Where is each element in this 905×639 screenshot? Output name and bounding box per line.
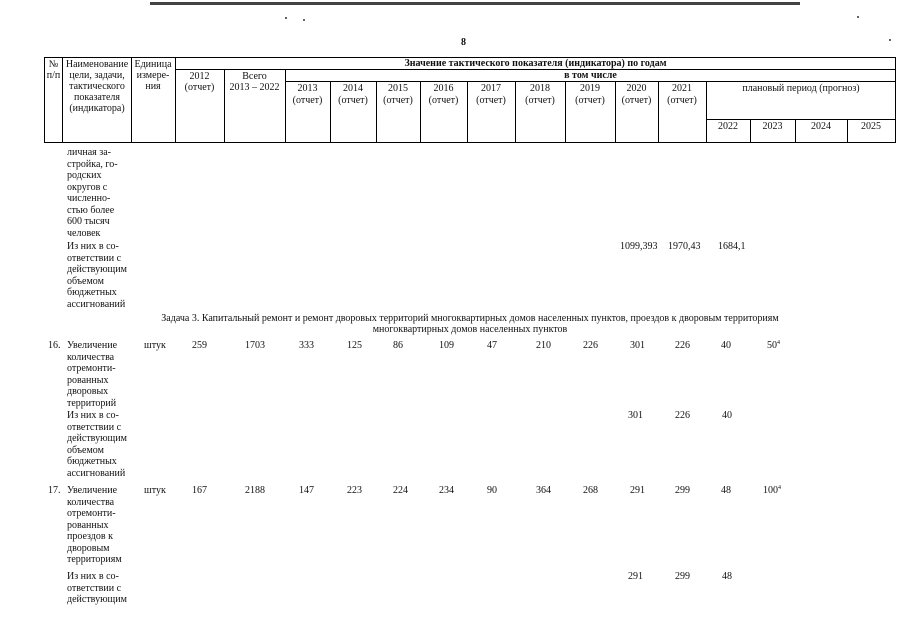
value-cell: 86 [393,340,403,351]
value-cell: 291 [630,485,645,496]
value-cell: 226 [675,340,690,351]
scan-artifact-line [150,2,800,5]
header-plan-2023: 2023 [762,121,783,132]
value-cell: 226 [583,340,598,351]
header-plan-2024: 2024 [811,121,831,132]
value-2023: $100^4$ [763,485,781,496]
value-total: 1703 [245,340,265,351]
value-2021: 226 [675,410,690,421]
value-cell: 301 [630,340,645,351]
header-year-1: 2014 [343,83,363,94]
header-planned: плановый период (прогноз) [742,83,860,94]
value-2023: $50^4$ [767,340,780,351]
header-year-note-6: (отчет) [575,95,605,106]
value-cell: 210 [536,340,551,351]
value-cell: 268 [583,485,598,496]
value-cell: 234 [439,485,454,496]
value-2022: 48 [721,485,731,496]
value-cell: 147 [299,485,314,496]
task-3-heading: Задача 3. Капитальный ремонт и ремонт дворовых территорий многоквартирных домов населенных пунктов, проездов к дворовым территориям многоквартирных домов населенных пунктов [161,313,779,335]
value-2012: 259 [192,340,207,351]
header-year-8: 2021 [672,83,692,94]
value-2021: 1970,43 [668,241,701,252]
header-year-4: 2017 [481,83,501,94]
scan-speck [889,39,891,41]
header-year-5: 2018 [530,83,550,94]
header-year-note-8: (отчет) [667,95,697,106]
value-2012: 167 [192,485,207,496]
header-num: № п/п [46,59,61,81]
value-2020: 291 [628,571,643,582]
header-main-title: Значение тактического показателя (индикатора) по годам [404,58,667,69]
header-year-note-5: (отчет) [525,95,555,106]
value-cell: 299 [675,485,690,496]
header-year-note-4: (отчет) [476,95,506,106]
header-year-7: 2020 [626,83,647,94]
header-year-2: 2015 [388,83,408,94]
sub-indicator-name: Из них в со- ответствии с действующим [67,571,127,605]
row-17-name: Увеличение количества отремонти- рованных проездов к дворовым территориям [67,485,122,565]
header-year-note-0: (отчет) [292,95,323,106]
value-2022: 40 [721,340,731,351]
value-2022: 48 [722,571,732,582]
scan-speck [857,16,859,18]
header-year-6: 2019 [580,83,600,94]
value-cell: 125 [347,340,362,351]
value-2020: 301 [628,410,643,421]
header-unit: Единица измере- ния [134,59,172,92]
value-2020: 1099,393 [620,241,658,252]
header-year-note-7: (отчет) [621,95,652,106]
value-2021: 299 [675,571,690,582]
header-year-note-3: (отчет) [428,95,459,106]
value-cell: 223 [347,485,362,496]
value-total: 2188 [245,485,265,496]
header-year-3: 2016 [433,83,454,94]
value-cell: 90 [487,485,497,496]
value-cell: 47 [487,340,497,351]
scan-speck [303,19,305,21]
value-2022: 1684,1 [718,241,746,252]
value-cell: 333 [299,340,314,351]
value-cell: 364 [536,485,551,496]
sub-indicator-name: Из них в со- ответствии с действующим объемом бюджетных ассигнований [67,241,127,310]
row-number: 16. [48,340,61,351]
header-2012: 2012 (отчет) [184,71,215,93]
page-number: 8 [461,37,466,48]
header-total: Всего 2013 – 2022 [229,71,280,93]
header-year-note-2: (отчет) [383,95,413,106]
sub-indicator-name: Из них в со- ответствии с действующим объемом бюджетных ассигнований [67,410,127,479]
header-year-0: 2013 [297,83,318,94]
value-cell: 109 [439,340,454,351]
row-16-name: Увеличение количества отремонти- рованных дворовых территорий [67,340,118,409]
header-name: Наименование цели, задачи, тактического показателя (индикатора) [65,59,129,114]
header-plan-2025: 2025 [861,121,881,132]
value-cell: 224 [393,485,408,496]
value-2022: 40 [722,410,732,421]
row-number: 17. [48,485,61,496]
header-plan-2022: 2022 [718,121,738,132]
row-unit: штук [144,485,166,496]
table-header [44,57,896,143]
scan-speck [285,17,287,19]
continued-indicator-name: личная за- стройка, го- родских округов с численно- стью более 600 тысяч человек [67,147,118,239]
row-unit: штук [144,340,166,351]
header-year-note-1: (отчет) [338,95,368,106]
header-incl: в том числе [564,70,617,81]
